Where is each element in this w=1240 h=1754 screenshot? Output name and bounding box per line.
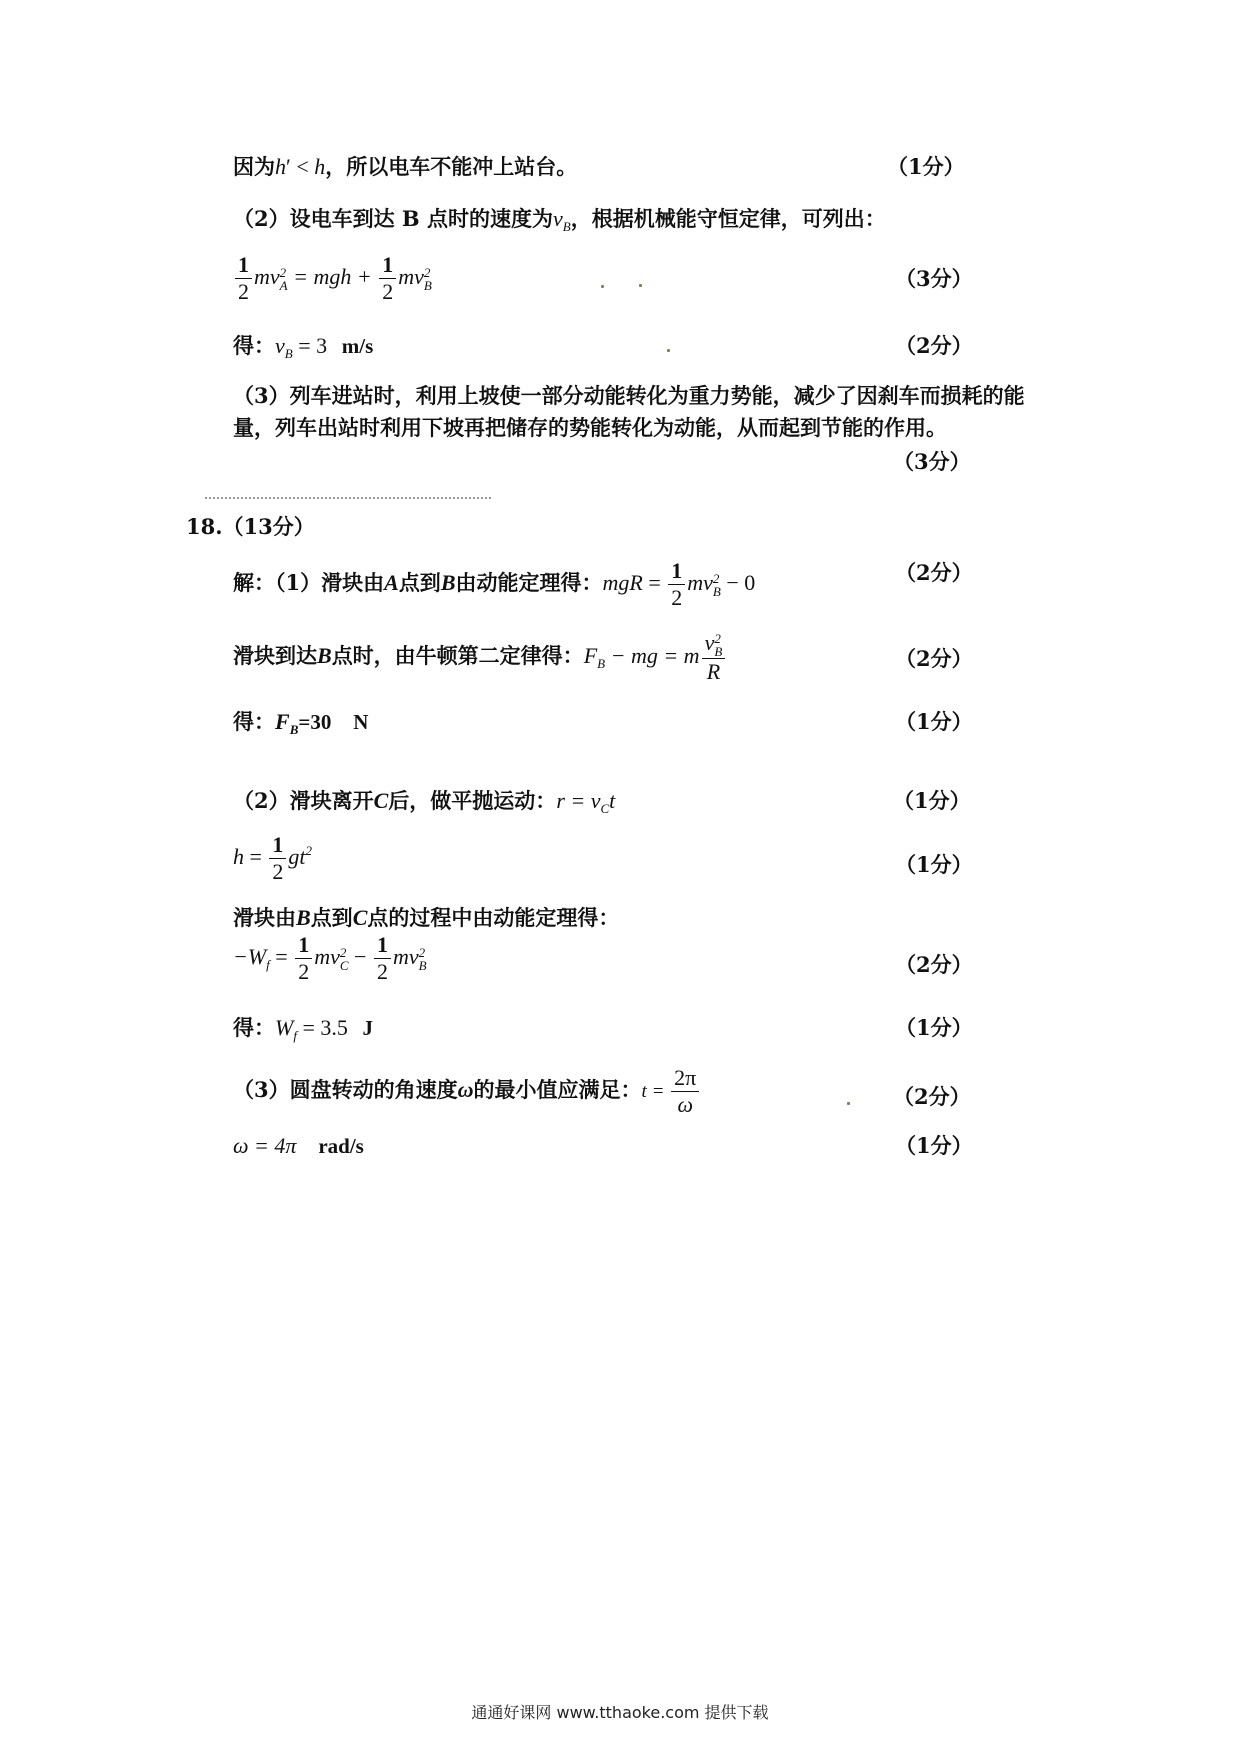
numerator: v 2 B <box>702 630 726 659</box>
math-eq: r = v <box>556 788 601 813</box>
math-mv: mv <box>687 570 713 595</box>
equation-work-energy <box>233 932 427 985</box>
math-mv: mv <box>392 944 419 969</box>
math-sub: f <box>266 957 270 972</box>
fraction-2pi-over-omega <box>671 1065 699 1118</box>
math-v: v <box>275 333 285 358</box>
text-line-result-Wf <box>233 1013 373 1051</box>
math-mv: mv <box>314 944 340 969</box>
text: （2）滑块离开 <box>233 788 374 813</box>
math-sub: C <box>600 801 610 816</box>
numerator: 1 <box>295 932 312 959</box>
math-sub: B <box>289 722 299 737</box>
score-4: （3分） <box>893 449 971 474</box>
text-line-result-FB <box>233 707 368 745</box>
math-mgR: mgR <box>602 570 643 595</box>
math-mv: mv <box>254 264 280 289</box>
math-sub: B <box>284 346 293 361</box>
score-12: （2分） <box>893 1084 971 1109</box>
fraction-half <box>374 932 391 985</box>
equation-line-2 <box>233 630 727 685</box>
fraction-half <box>235 252 252 305</box>
text-line-result-vb <box>233 331 373 369</box>
question-heading: 18.（13分） <box>186 514 315 539</box>
math-B: B <box>317 642 332 668</box>
text: 点的过程中由动能定理得： <box>367 905 620 930</box>
score-6: （2分） <box>895 646 973 671</box>
text: 后，做平抛运动： <box>388 788 557 813</box>
math-gt: gt <box>288 844 306 869</box>
text: 滑块到达 <box>233 642 317 668</box>
math-minus: − <box>348 944 372 969</box>
equation-line-1 <box>233 558 755 611</box>
math-mid: − mg = m <box>605 642 700 668</box>
unit: N <box>353 710 369 734</box>
score-7: （1分） <box>895 709 973 734</box>
text-line-part3-2: 量，列车出站时利用下坡再把储存的势能转化为动能，从而起到节能的作用。 <box>233 415 947 440</box>
math-F: F <box>583 642 598 668</box>
scan-speck <box>601 285 604 288</box>
text: 得： <box>233 333 275 358</box>
score-13: （1分） <box>895 1133 973 1158</box>
text-line-part3-1: （3）列车进站时，利用上坡使一部分动能转化为重力势能，减少了因刹车而损耗的能 <box>233 383 1025 408</box>
text: 得： <box>233 1015 275 1040</box>
equation-energy-conservation <box>233 252 432 305</box>
score-1: （1分） <box>887 154 965 179</box>
text: ，所以电车不能冲上站台。 <box>325 154 578 179</box>
denominator: 2 <box>671 585 683 610</box>
text: 点时，由牛顿第二定律得： <box>331 642 584 668</box>
fraction-half <box>379 252 396 305</box>
math-eq: = <box>269 944 294 969</box>
denominator: 2 <box>382 279 394 304</box>
fraction-half <box>295 932 312 985</box>
fraction-half <box>668 558 685 611</box>
text-line-part2 <box>233 204 886 242</box>
text: 由动能定理得： <box>455 570 603 595</box>
score-3: （2分） <box>895 333 973 358</box>
score-11: （1分） <box>895 1015 973 1040</box>
math-compare: ′ < <box>286 154 315 179</box>
scan-speck <box>667 349 670 352</box>
math-eq: = <box>642 570 667 595</box>
numerator: 1 <box>235 252 252 279</box>
text: 因为 <box>233 154 275 179</box>
math-C: C <box>352 905 368 930</box>
math-eq: = 3 <box>292 333 328 358</box>
math-h: h <box>233 844 244 869</box>
scan-speck <box>639 284 642 287</box>
footer-source: 通通好课网 www.tthaoke.com 提供下载 <box>471 1703 769 1722</box>
text-line-result-omega <box>233 1131 364 1161</box>
math-eq: = <box>244 844 268 869</box>
numerator: 1 <box>379 252 396 279</box>
text: （3）圆盘转动的角速度 <box>233 1077 458 1102</box>
sup-sub: 2 B <box>712 570 721 599</box>
denominator: 2 <box>272 859 284 884</box>
value: = 3.5 <box>296 1015 348 1040</box>
numerator: 2π <box>671 1065 699 1092</box>
denominator: R <box>706 658 721 684</box>
fraction-vb2-over-R <box>702 630 726 685</box>
score-2: （3分） <box>895 266 973 291</box>
math-t: t = <box>641 1081 670 1102</box>
text-line-conclusion-1 <box>233 152 577 182</box>
value: =30 <box>298 710 332 734</box>
text-line-B-to-C <box>233 903 619 933</box>
equation-height <box>233 832 312 885</box>
score-8: （1分） <box>893 788 971 813</box>
math-t: t <box>609 788 616 813</box>
math-A: A <box>384 570 399 595</box>
text: 滑块由 <box>233 905 296 930</box>
sup-sub: 2 C <box>339 944 349 973</box>
math-B: B <box>440 570 456 595</box>
sup-sub: 2 B <box>423 264 432 293</box>
math-h: h <box>314 154 326 179</box>
math-sup: 2 <box>305 843 313 858</box>
denominator: ω <box>677 1092 693 1117</box>
denominator: 2 <box>298 959 310 984</box>
denominator: 2 <box>376 959 388 984</box>
math-sub: B <box>597 655 606 671</box>
scan-speck <box>847 1102 850 1105</box>
unit: m/s <box>341 334 374 358</box>
math-v: v <box>552 206 563 231</box>
math-W: W <box>275 1015 294 1040</box>
numerator: 1 <box>374 932 391 959</box>
math-sub: B <box>562 219 571 234</box>
math-W: −W <box>233 944 267 969</box>
sup-sub: 2 B <box>418 944 427 973</box>
math-F: F <box>275 709 290 734</box>
text: 点到 <box>398 570 441 595</box>
math-mid: = mgh + <box>287 264 378 289</box>
unit: J <box>362 1016 373 1040</box>
text: ，根据机械能守恒定律，可列出： <box>570 206 886 231</box>
score-10: （2分） <box>895 952 973 977</box>
math-tail: − 0 <box>720 570 756 595</box>
separator-dotted <box>205 497 491 499</box>
text: 的最小值应满足： <box>473 1077 642 1102</box>
fraction-half <box>269 832 286 885</box>
text: 解：（1）滑块由 <box>233 570 385 595</box>
text: 点到 <box>310 905 353 930</box>
equation-angular-velocity <box>233 1065 701 1118</box>
math-h-prime: h <box>275 154 286 179</box>
denominator: 2 <box>238 279 249 304</box>
text: 得： <box>233 709 275 734</box>
numerator: 1 <box>668 558 685 585</box>
score-5: （2分） <box>895 560 973 585</box>
unit: rad/s <box>318 1134 364 1158</box>
math-omega-eq: ω = 4π <box>233 1133 297 1158</box>
text: （2）设电车到达 B 点时的速度为 <box>233 206 553 231</box>
score-9: （1分） <box>895 852 973 877</box>
numerator: 1 <box>269 832 286 859</box>
text-line-part2-18 <box>233 786 615 824</box>
math-C: C <box>373 788 389 813</box>
math-omega: ω <box>457 1077 474 1102</box>
math-sub: f <box>293 1028 297 1043</box>
math-B: B <box>296 905 311 930</box>
sup-sub: 2 A <box>279 264 288 293</box>
math-mv: mv <box>398 264 424 289</box>
